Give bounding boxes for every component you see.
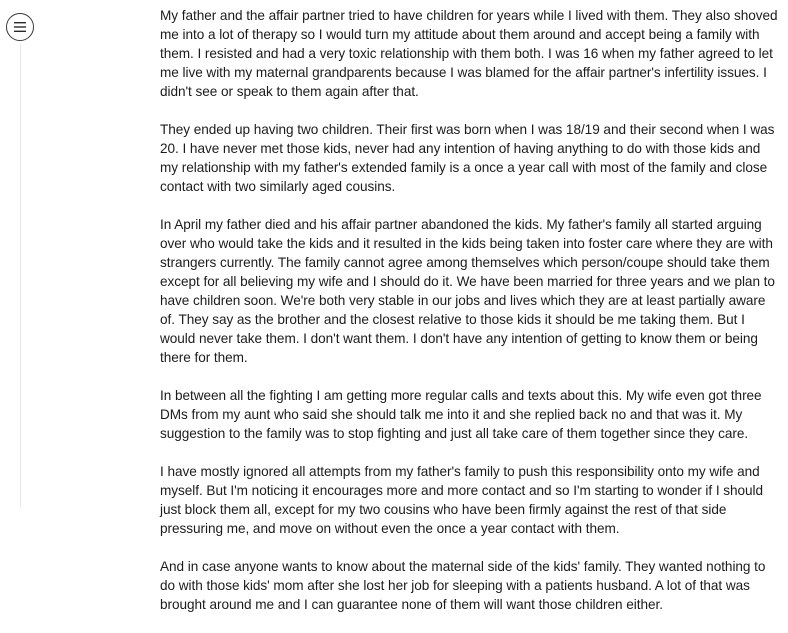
post-paragraph-2: They ended up having two children. Their first was born when I was 18/19 and their second when I was 20. I have never met those kids, never had any intention of having anything to do with those kids and my relationship with my father's extended family is a once a year call with most of the family and close contact with two similarly aged cousins. xyxy=(160,122,775,194)
post-paragraph-5: I have mostly ignored all attempts from my father's family to push this responsibility onto my wife and myself. But I'm noticing it encourages more and more contact and so I'm starting to wonder if I should just block them all, except for my two cousins who have been firmly against the rest of that side pressuring me, and move on without even the once a year contact with them. xyxy=(160,464,764,536)
post-paragraph-3: In April my father died and his affair partner abandoned the kids. My father's family all started arguing over who would take the kids and it resulted in the kids being taken into foster care where they are with strangers currently. The family cannot agree among themselves which person/coupe should take them except for all believing my wife and I should do it. We have been married for three years and we plan to have children soon. We're both very stable in our jobs and lives which they are at least partially aware of. They say as the brother and the closest relative to those kids it should be me taking them. But I would never take them. I don't want them. I don't have any intention of getting to know them or being there for them. xyxy=(160,217,775,365)
post-paragraph-1: My father and the affair partner tried to have children for years while I lived with them. They also shoved me into a lot of therapy so I would turn my attitude about them around and accept being a family with them. I resisted and had a very toxic relationship with them both. I was 16 when my father agreed to let me live with my maternal grandparents because I was blamed for the affair partner's infertility issues. I didn't see or speak to them again after that. xyxy=(160,8,778,99)
post-paragraph-4: In between all the fighting I am getting more regular calls and texts about this. My wife even got three DMs from my aunt who said she should talk me into it and she replied back no and that was it. My suggestion to the family was to stop fighting and just all take care of them together since they care. xyxy=(160,388,762,441)
left-rail xyxy=(0,0,44,507)
post-paragraph-6: And in case anyone wants to know about the maternal side of the kids' family. They wanted nothing to do with those kids' mom after she lost her job for sleeping with a patients husband. A lot of that was brought around me and I can guarantee none of them will want those children either. xyxy=(160,559,766,612)
menu-button[interactable] xyxy=(6,13,34,41)
thread-rail-line xyxy=(20,44,21,507)
post-body xyxy=(160,6,778,633)
hamburger-menu-icon xyxy=(13,21,27,33)
